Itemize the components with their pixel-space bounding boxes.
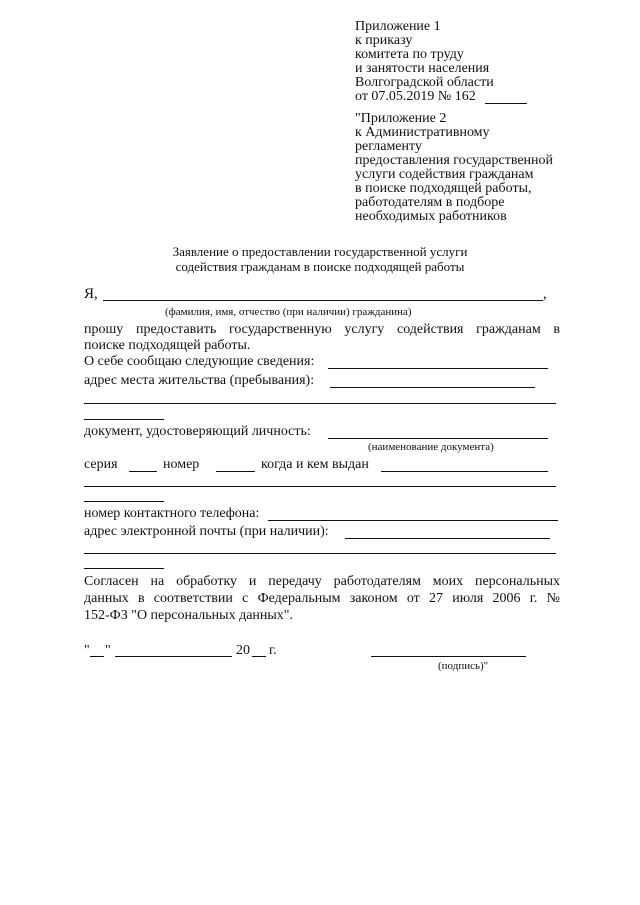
email-field-end[interactable] — [84, 568, 164, 569]
number-field[interactable] — [216, 471, 255, 472]
consent-line-1: Согласен на обработку и передачу работодателям моих персональных — [84, 574, 560, 589]
full-name-hint: (фамилия, имя, отчество (при наличии) гражданина) — [165, 306, 412, 318]
date-day-field[interactable] — [90, 656, 104, 657]
issued-field-end[interactable] — [84, 501, 164, 502]
name-comma: , — [543, 286, 547, 302]
date-quote-open: " — [84, 643, 90, 658]
ya-label: Я, — [84, 286, 98, 302]
address-field-continuation[interactable] — [84, 403, 556, 404]
request-text-line-2: поиске подходящей работы. — [84, 338, 251, 353]
appendix-2-line: работодателям в подборе — [355, 195, 505, 210]
email-label: адрес электронной почты (при наличии): — [84, 524, 329, 539]
appendix-2-line: регламенту — [355, 139, 422, 154]
document-hint: (наименование документа) — [368, 441, 494, 453]
phone-label: номер контактного телефона: — [84, 506, 260, 521]
appendix-2-line: предоставления государственной — [355, 153, 554, 168]
appendix-1-order-date: от 07.05.2019 № 162 — [355, 89, 476, 104]
issued-field-continuation[interactable] — [84, 486, 556, 487]
series-field[interactable] — [129, 471, 157, 472]
document-field[interactable] — [328, 438, 548, 439]
document-label: документ, удостоверяющий личность: — [84, 424, 311, 439]
appendix-2-line: к Административному — [355, 125, 490, 140]
phone-field[interactable] — [268, 520, 558, 521]
year-prefix: 20 — [236, 643, 250, 658]
title-line-1: Заявление о предоставлении государственной услуги — [172, 244, 468, 259]
issued-field[interactable] — [381, 471, 548, 472]
email-field[interactable] — [345, 538, 550, 539]
date-quote-close: " — [105, 643, 111, 658]
appendix-1-line: Волгоградской области — [355, 75, 494, 90]
about-label: О себе сообщаю следующие сведения: — [84, 354, 315, 369]
email-field-continuation[interactable] — [84, 553, 556, 554]
number-label: номер — [163, 457, 200, 472]
series-label: серия — [84, 457, 118, 472]
about-field[interactable] — [328, 368, 548, 369]
signature-field[interactable] — [371, 656, 526, 657]
request-text-line-1: прошу предоставить государственную услугу содействия гражданам в — [84, 322, 560, 337]
appendix-2-line: в поиске подходящей работы, — [355, 181, 532, 196]
signature-hint: (подпись)" — [438, 660, 489, 672]
date-year-field[interactable] — [252, 656, 266, 657]
appendix-1-line: комитета по труду — [355, 47, 464, 62]
appendix-1-line: и занятости населения — [355, 61, 490, 76]
consent-line-2: данных в соответствии с Федеральным законом от 27 июля 2006 г. № — [84, 591, 560, 606]
appendix-2-line: услуги содействия гражданам — [355, 167, 534, 182]
year-suffix: г. — [269, 643, 277, 658]
address-field[interactable] — [330, 387, 535, 388]
appendix-2-line: необходимых работников — [355, 209, 507, 224]
consent-line-3: 152-ФЗ "О персональных данных". — [84, 608, 294, 623]
appendix-1-title: Приложение 1 — [355, 19, 441, 34]
full-name-field[interactable] — [103, 300, 543, 301]
issued-label: когда и кем выдан — [261, 457, 369, 472]
address-field-end[interactable] — [84, 419, 164, 420]
date-month-field[interactable] — [115, 656, 232, 657]
address-label: адрес места жительства (пребывания): — [84, 373, 315, 388]
appendix-2-title: "Приложение 2 — [355, 111, 447, 126]
order-number-line — [485, 103, 527, 104]
title-line-2: содействия гражданам в поиске подходящей работы — [175, 259, 465, 274]
appendix-1-line: к приказу — [355, 33, 413, 48]
